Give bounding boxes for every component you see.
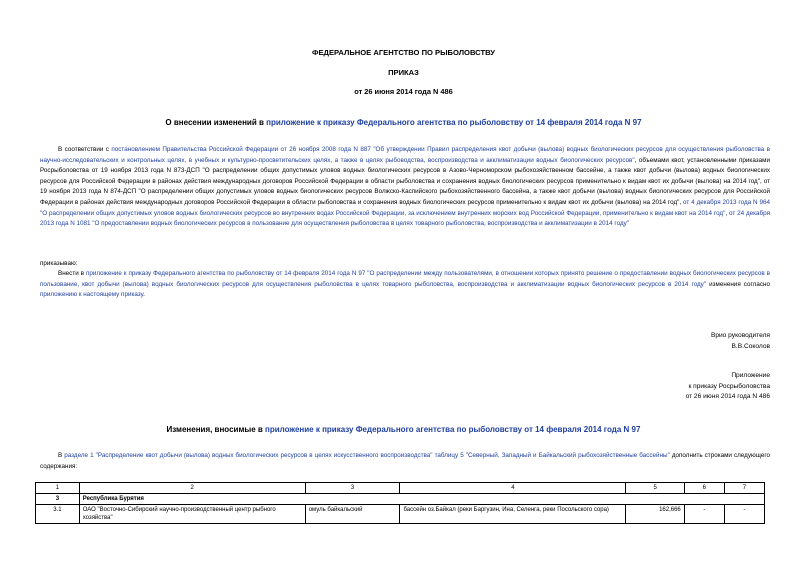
table-row [36, 505, 765, 524]
doc-type: ПРИКАЗ [388, 68, 419, 77]
appendix-line-2: к приказу Росрыболовства [688, 382, 770, 390]
col-number: 2 [79, 483, 305, 494]
signature-block [711, 331, 770, 352]
link-postanovlenie-887[interactable]: постановлением Правительства Российской Федерации от 26 ноября 2008 года N 887 "Об утверждении Правил распределения квот добычи (вылова) водных биологических ресурсов для осуществления рыболовства в научно-исследовательских и контрольных целях, в учебных и культурно-просветительских целях, а также в целях рыбоводства, воспроизводства и акклиматизации водных биологических ресурсов" [40, 146, 770, 164]
changes-title [0, 425, 807, 434]
order-text-1: Внести в [58, 270, 86, 277]
col-number: 1 [36, 483, 80, 494]
order-text-3: . [143, 291, 145, 299]
row-organization: ОАО "Восточно-Сибирский научно-производственный центр рыбного хозяйства" [79, 505, 305, 524]
row-number: 3.1 [36, 505, 80, 524]
link-prikaz-97[interactable]: приложение к приказу Федерального агентства по рыболовству от 14 февраля 2014 года N 97 "О распределении между пользователями, в отношении которых принято решение о предоставлении водных биологических ресурсов в пользование, квот добычи (вылова) водных биологических ресурсов для осуществления рыболовства в целях товарного рыболовства, воспроизводства и акклиматизации водных биологических ресурсов в 2014 году" [40, 270, 771, 288]
col-number: 5 [626, 483, 684, 494]
link-appendix[interactable]: приложению к настоящему приказу [40, 291, 144, 299]
appendix-block [686, 371, 770, 403]
col-number: 4 [400, 483, 626, 494]
doc-date-number: от 26 июня 2014 года N 486 [354, 87, 453, 96]
row-col6: - [684, 505, 724, 524]
row-area: бассейн оз.Байкал (реки Баргузин, Ина, Селенга, реки Посольского сора) [400, 505, 626, 524]
row-col7: - [724, 505, 764, 524]
title-link[interactable]: приложение к приказу Федерального агентства по рыболовству от 14 февраля 2014 года N 97 [266, 118, 642, 127]
signature-name: В.В.Соколов [731, 342, 770, 350]
row-species: омуль байкальский [305, 505, 400, 524]
preamble-text-2: , объемами квот, установленными приказами Росрыболовства от 19 ноября 2013 года N 873-ДСП "О распределении общих допустимых уловов водных биологических ресурсов в Азово-Черноморском рыбохозяйственном бассейне, а также квот добычи (вылова) водных биологических ресурсов для Российской Федерации в районах действия международных договоров Российской Федерации в области рыболовства и сохранения водных биологических ресурсов применительно к видам квот их добычи (вылова) на 2014 год", от 19 ноября 2013 года N 874-ДСП "О распределении общих допустимых уловов водных биологических ресурсов Волжско-Каспийского рыбохозяйственного бассейна, а также квот добычи (вылова) водных биологических ресурсов для Российской Федерации в районах действия международных договоров Российской Федерации в области рыболовства и сохранения водных биологических ресурсов применительно к видам квот их добычи (вылова) на 2014 год", [40, 156, 770, 206]
changes-title-link[interactable]: приложение к приказу Федерального агентства по рыболовству от 14 февраля 2014 года N 97 [265, 425, 641, 434]
page-title [0, 118, 807, 127]
preamble-paragraph [40, 145, 770, 230]
preamble-text-1: В соответствии с [58, 146, 112, 153]
order-text-2: изменения согласно [706, 280, 770, 288]
col-number: 7 [724, 483, 764, 494]
link-prikaz-964[interactable]: от 4 декабря 2013 года N 964 "О распределении общих допустимых уловов водных биологических ресурсов во внутренних водах Российской Федерации, за исключением внутренних морских вод Российской Федерации, применительно к видам квот на 2014 год" [40, 198, 770, 217]
quota-table [35, 482, 765, 524]
section-intro-text-1: В [58, 452, 65, 459]
appendix-line-1: Приложение [731, 372, 770, 379]
row-quota: 162,666 [626, 505, 684, 524]
page-title-prefix: О внесении изменений в [165, 118, 267, 127]
section-intro-text-2: дополнить строками следующего содержания: [40, 452, 770, 470]
prikazyvayu: приказываю: [40, 260, 78, 267]
col-number: 3 [305, 483, 400, 494]
preamble-text-3: , [725, 209, 729, 217]
table-group-row [36, 494, 765, 505]
appendix-line-3: от 26 июня 2014 года N 486 [685, 393, 770, 400]
table-header-row [36, 483, 765, 494]
link-section-1[interactable]: разделе 1 "Распределение квот добычи (вылова) водных биологических ресурсов в целях искусственного воспроизводства" таблицу 5 "Северный, Западный и Байкальский рыбохозяйственные бассейны" [64, 452, 670, 459]
changes-title-prefix: Изменения, вносимые в [166, 425, 266, 434]
section-intro [40, 451, 770, 472]
order-paragraph [40, 269, 770, 301]
group-number: 3 [36, 494, 80, 505]
col-number: 6 [684, 483, 724, 494]
agency-name: ФЕДЕРАЛЬНОЕ АГЕНТСТВО ПО РЫБОЛОВСТВУ [312, 48, 495, 57]
signature-position: Врио руководителя [710, 332, 770, 339]
group-name: Республика Бурятия [79, 494, 764, 505]
link-prikaz-1081[interactable]: от 24 декабря 2013 года N 1081 "О предоставлении водных биологических ресурсов в пользование для осуществления рыболовства в целях товарного рыболовства, воспроизводства и акклиматизации в 2014 году" [40, 209, 771, 228]
